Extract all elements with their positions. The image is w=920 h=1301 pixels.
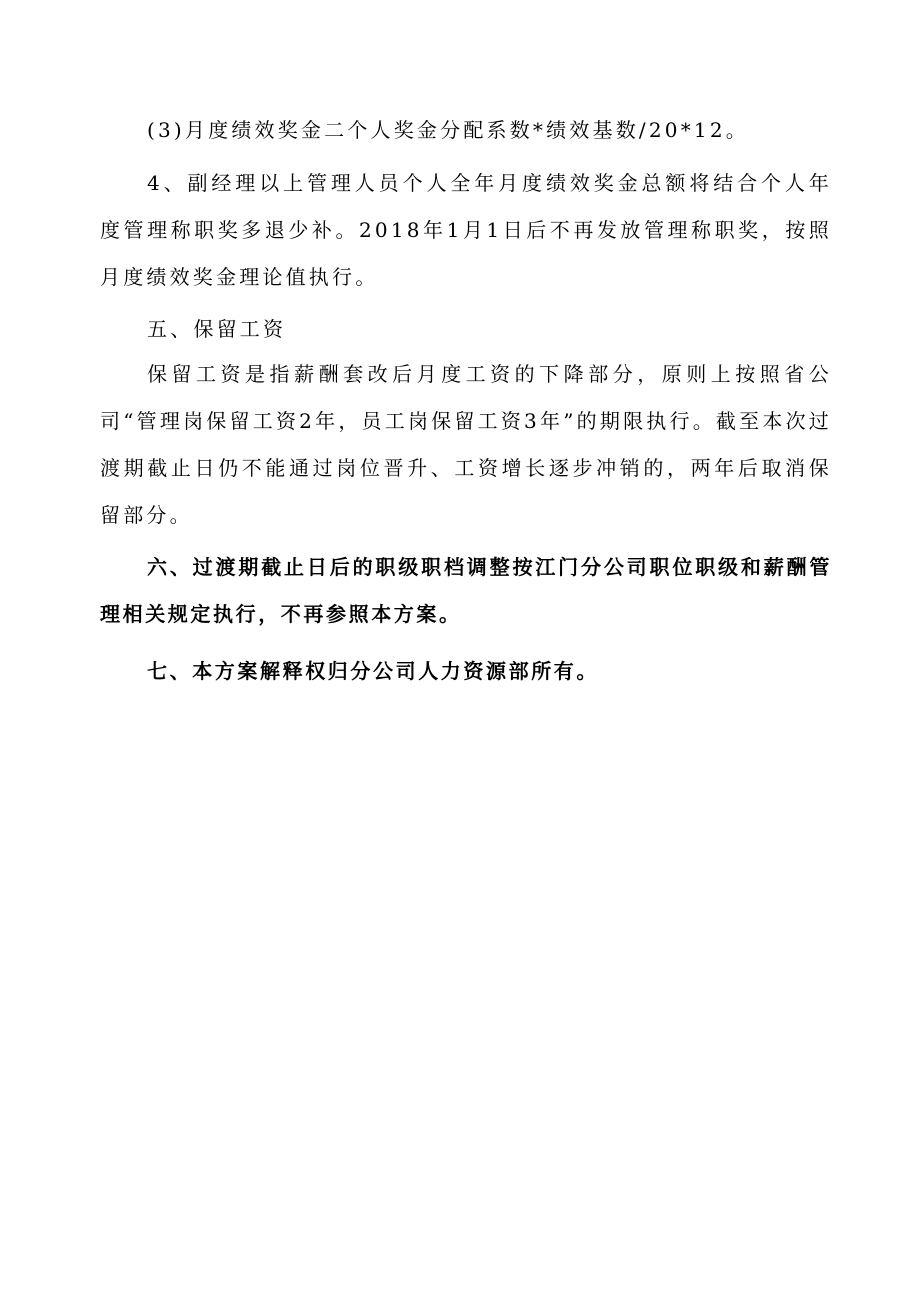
retained-salary-paragraph: 保留工资是指薪酬套改后月度工资的下降部分，原则上按照省公司“管理岗保留工资2年，员工岗保留工资3年”的期限执行。截至本次过渡期截止日仍不能通过岗位晋升、工资增长逐步冲销的，两年后取消保留部分。	[100, 362, 832, 527]
section-heading-retained-salary: 五、保留工资	[147, 317, 287, 341]
management-bonus-paragraph: 4、副经理以上管理人员个人全年月度绩效奖金总额将结合个人年度管理称职奖多退少补。2018年1月1日后不再发放管理称职奖，按照月度绩效奖金理论值执行。	[100, 171, 832, 289]
section-seven-paragraph: 七、本方案解释权归分公司人力资源部所有。	[147, 659, 599, 683]
formula-paragraph: (3)月度绩效奖金二个人奖金分配系数*绩效基数/20*12。	[147, 118, 749, 142]
section-six-paragraph: 六、过渡期截止日后的职级职档调整按江门分公司职位职级和薪酬管理相关规定执行，不再参照本方案。	[100, 555, 832, 626]
